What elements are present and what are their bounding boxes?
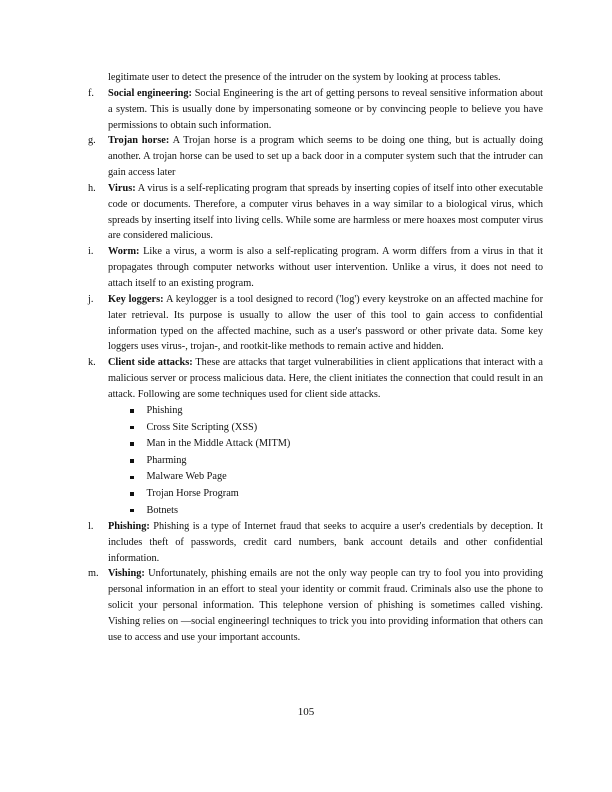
term-description: These are attacks that target vulnerabilities in client applications that interact with a malicious server or process malicious data. Here, the client initiates the connection that could result in an attack. Following are some techniques used for client side attacks. — [108, 357, 543, 400]
list-marker: h. — [88, 182, 96, 194]
square-bullet-icon — [130, 509, 134, 513]
term-heading: Client side attacks: — [108, 357, 193, 369]
list-item-vishing — [88, 566, 543, 645]
bullet-item: Botnets — [128, 502, 543, 519]
list-item-worm — [88, 244, 543, 292]
list-marker: k. — [88, 357, 96, 369]
list-marker: g. — [88, 135, 96, 147]
square-bullet-icon — [130, 426, 134, 430]
attack-techniques-list — [108, 403, 543, 519]
term-heading: Key loggers: — [108, 293, 164, 305]
continuation-paragraph: legitimate user to detect the presence of the intruder on the system by looking at process tables. — [108, 72, 501, 83]
term-heading: Vishing: — [108, 568, 145, 580]
term-description: A keylogger is a tool designed to record ('log') every keystroke on an affected machine for later retrieval. Its purpose is usually to allow the user of this tool to gain access to confidential information typed on the affected machine, such as a user's password or other private data. Some key loggers uses virus-, trojan-, and rootkit-like methods to remain active and hidden. — [108, 293, 543, 353]
list-item-key-loggers — [88, 292, 543, 355]
bullet-item: Phishing — [128, 403, 543, 420]
term-heading: Virus: — [108, 182, 136, 194]
term-description: Like a virus, a worm is also a self-replicating program. A worm differs from a virus in that it propagates through computer networks without user intervention. Unlike a virus, it does not need to attach itself to an existing program. — [108, 246, 543, 289]
term-heading: Phishing: — [108, 520, 150, 532]
term-description: Unfortunately, phishing emails are not the only way people can try to fool you into providing personal information in an effort to steal your identity or commit fraud. Criminals also use the phone to solicit your personal information. This telephone version of phishing is sometimes called vishing. Vishing relies on ―social engineering‖ techniques to trick you into providing information that others can use to access and use your important accounts. — [108, 568, 544, 643]
term-heading: Worm: — [108, 246, 140, 258]
bullet-item: Pharming — [128, 453, 543, 470]
square-bullet-icon — [130, 459, 134, 463]
term-description: A Trojan horse is a program which seems to be doing one thing, but is actually doing another. A trojan horse can be used to set up a back door in a computer system such that the intruder can gain access later — [108, 135, 543, 179]
list-item-social-engineering — [88, 86, 543, 134]
bullet-item: Trojan Horse Program — [128, 486, 543, 503]
page-content — [88, 70, 543, 646]
bullet-item: Malware Web Page — [128, 469, 543, 486]
list-marker: m. — [88, 568, 99, 580]
bullet-item: Cross Site Scripting (XSS) — [128, 419, 543, 436]
list-marker: j. — [88, 293, 94, 305]
list-marker: f. — [88, 87, 95, 99]
list-item-phishing — [88, 519, 543, 567]
term-heading: Trojan horse: — [108, 135, 170, 147]
list-marker: i. — [88, 246, 94, 258]
term-description: A virus is a self-replicating program that spreads by inserting copies of itself into other executable code or documents. Therefore, a computer virus behaves in a way similar to a biological virus, which spreads by inserting itself into living cells. While some are harmless or mere hoaxes most computer virus are considered malicious. — [108, 182, 543, 242]
square-bullet-icon — [130, 442, 134, 446]
list-item-client-side-attacks — [88, 355, 543, 519]
list-marker: l. — [88, 520, 94, 532]
term-description: Phishing is a type of Internet fraud that seeks to acquire a user's credentials by deception. It includes theft of passwords, credit card numbers, bank account details and other confidential information. — [108, 520, 543, 564]
page-number: 105 — [297, 706, 315, 718]
square-bullet-icon — [130, 476, 134, 480]
list-item-trojan-horse — [88, 133, 543, 181]
term-heading: Social engineering: — [108, 87, 192, 99]
square-bullet-icon — [130, 492, 134, 496]
bullet-item: Man in the Middle Attack (MITM) — [128, 436, 543, 453]
term-description: Social Engineering is the art of getting persons to reveal sensitive information about a system. This is usually done by impersonating someone or by convincing people to believe you have permissions to obtain such information. — [108, 87, 544, 131]
square-bullet-icon — [130, 409, 134, 413]
list-item-virus — [88, 181, 543, 244]
